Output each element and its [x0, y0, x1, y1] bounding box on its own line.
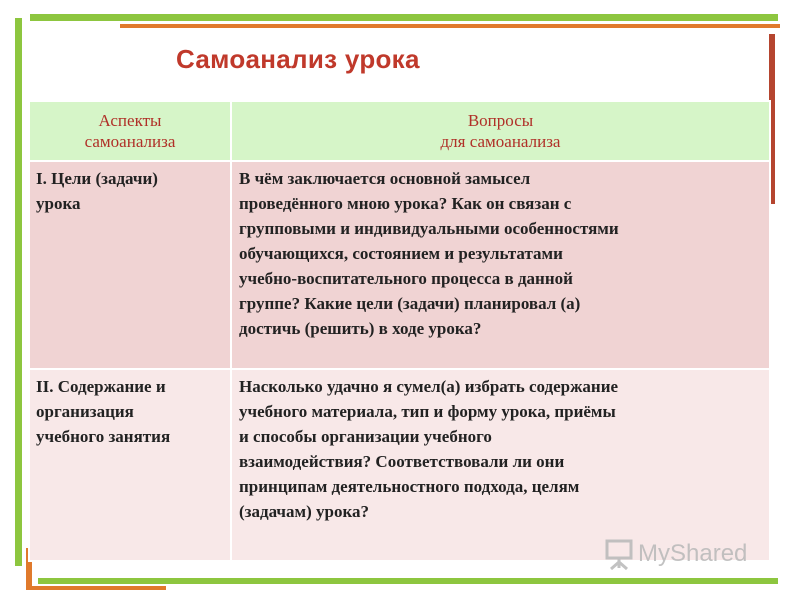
header-aspects: Аспекты самоанализа: [29, 101, 231, 161]
slide-title: Самоанализ урока: [176, 44, 420, 74]
table-header-row: [29, 101, 770, 161]
frame-bar-bottom-green: [38, 578, 778, 584]
frame-bar-left-green: [15, 18, 22, 566]
frame-bar-bottom-orange: [26, 586, 166, 590]
table-row: [29, 369, 770, 561]
frame-bar-top-orange: [120, 24, 780, 28]
self-analysis-table: [28, 100, 771, 562]
presentation-board-icon: [604, 538, 634, 570]
watermark: [604, 536, 747, 572]
header-questions: Вопросы для самоанализа: [231, 101, 770, 161]
question-cell-content: Насколько удачно я сумел(а) избрать содержание учебного материала, тип и форму урока, приёмы и способы организации учебного взаимодействия? Соответствовали ли они принципам деятельностного подхода, целям (задачам) урока?: [231, 369, 770, 561]
question-cell-goals: В чём заключается основной замысел проведённого мною урока? Как он связан с групповыми и индивидуальными особенностями обучающихся, состоянием и результатами учебно-воспитательного процесса в данной группе? Какие цели (задачи) планировал (а) достичь (решить) в ходе урока?: [231, 161, 770, 369]
watermark-text: MyShared: [638, 540, 748, 567]
table-row: [29, 161, 770, 369]
aspect-cell-goals: I. Цели (задачи) урока: [29, 161, 231, 369]
aspect-cell-content: II. Содержание и организация учебного занятия: [29, 369, 231, 561]
frame-bar-top-green: [30, 14, 778, 21]
